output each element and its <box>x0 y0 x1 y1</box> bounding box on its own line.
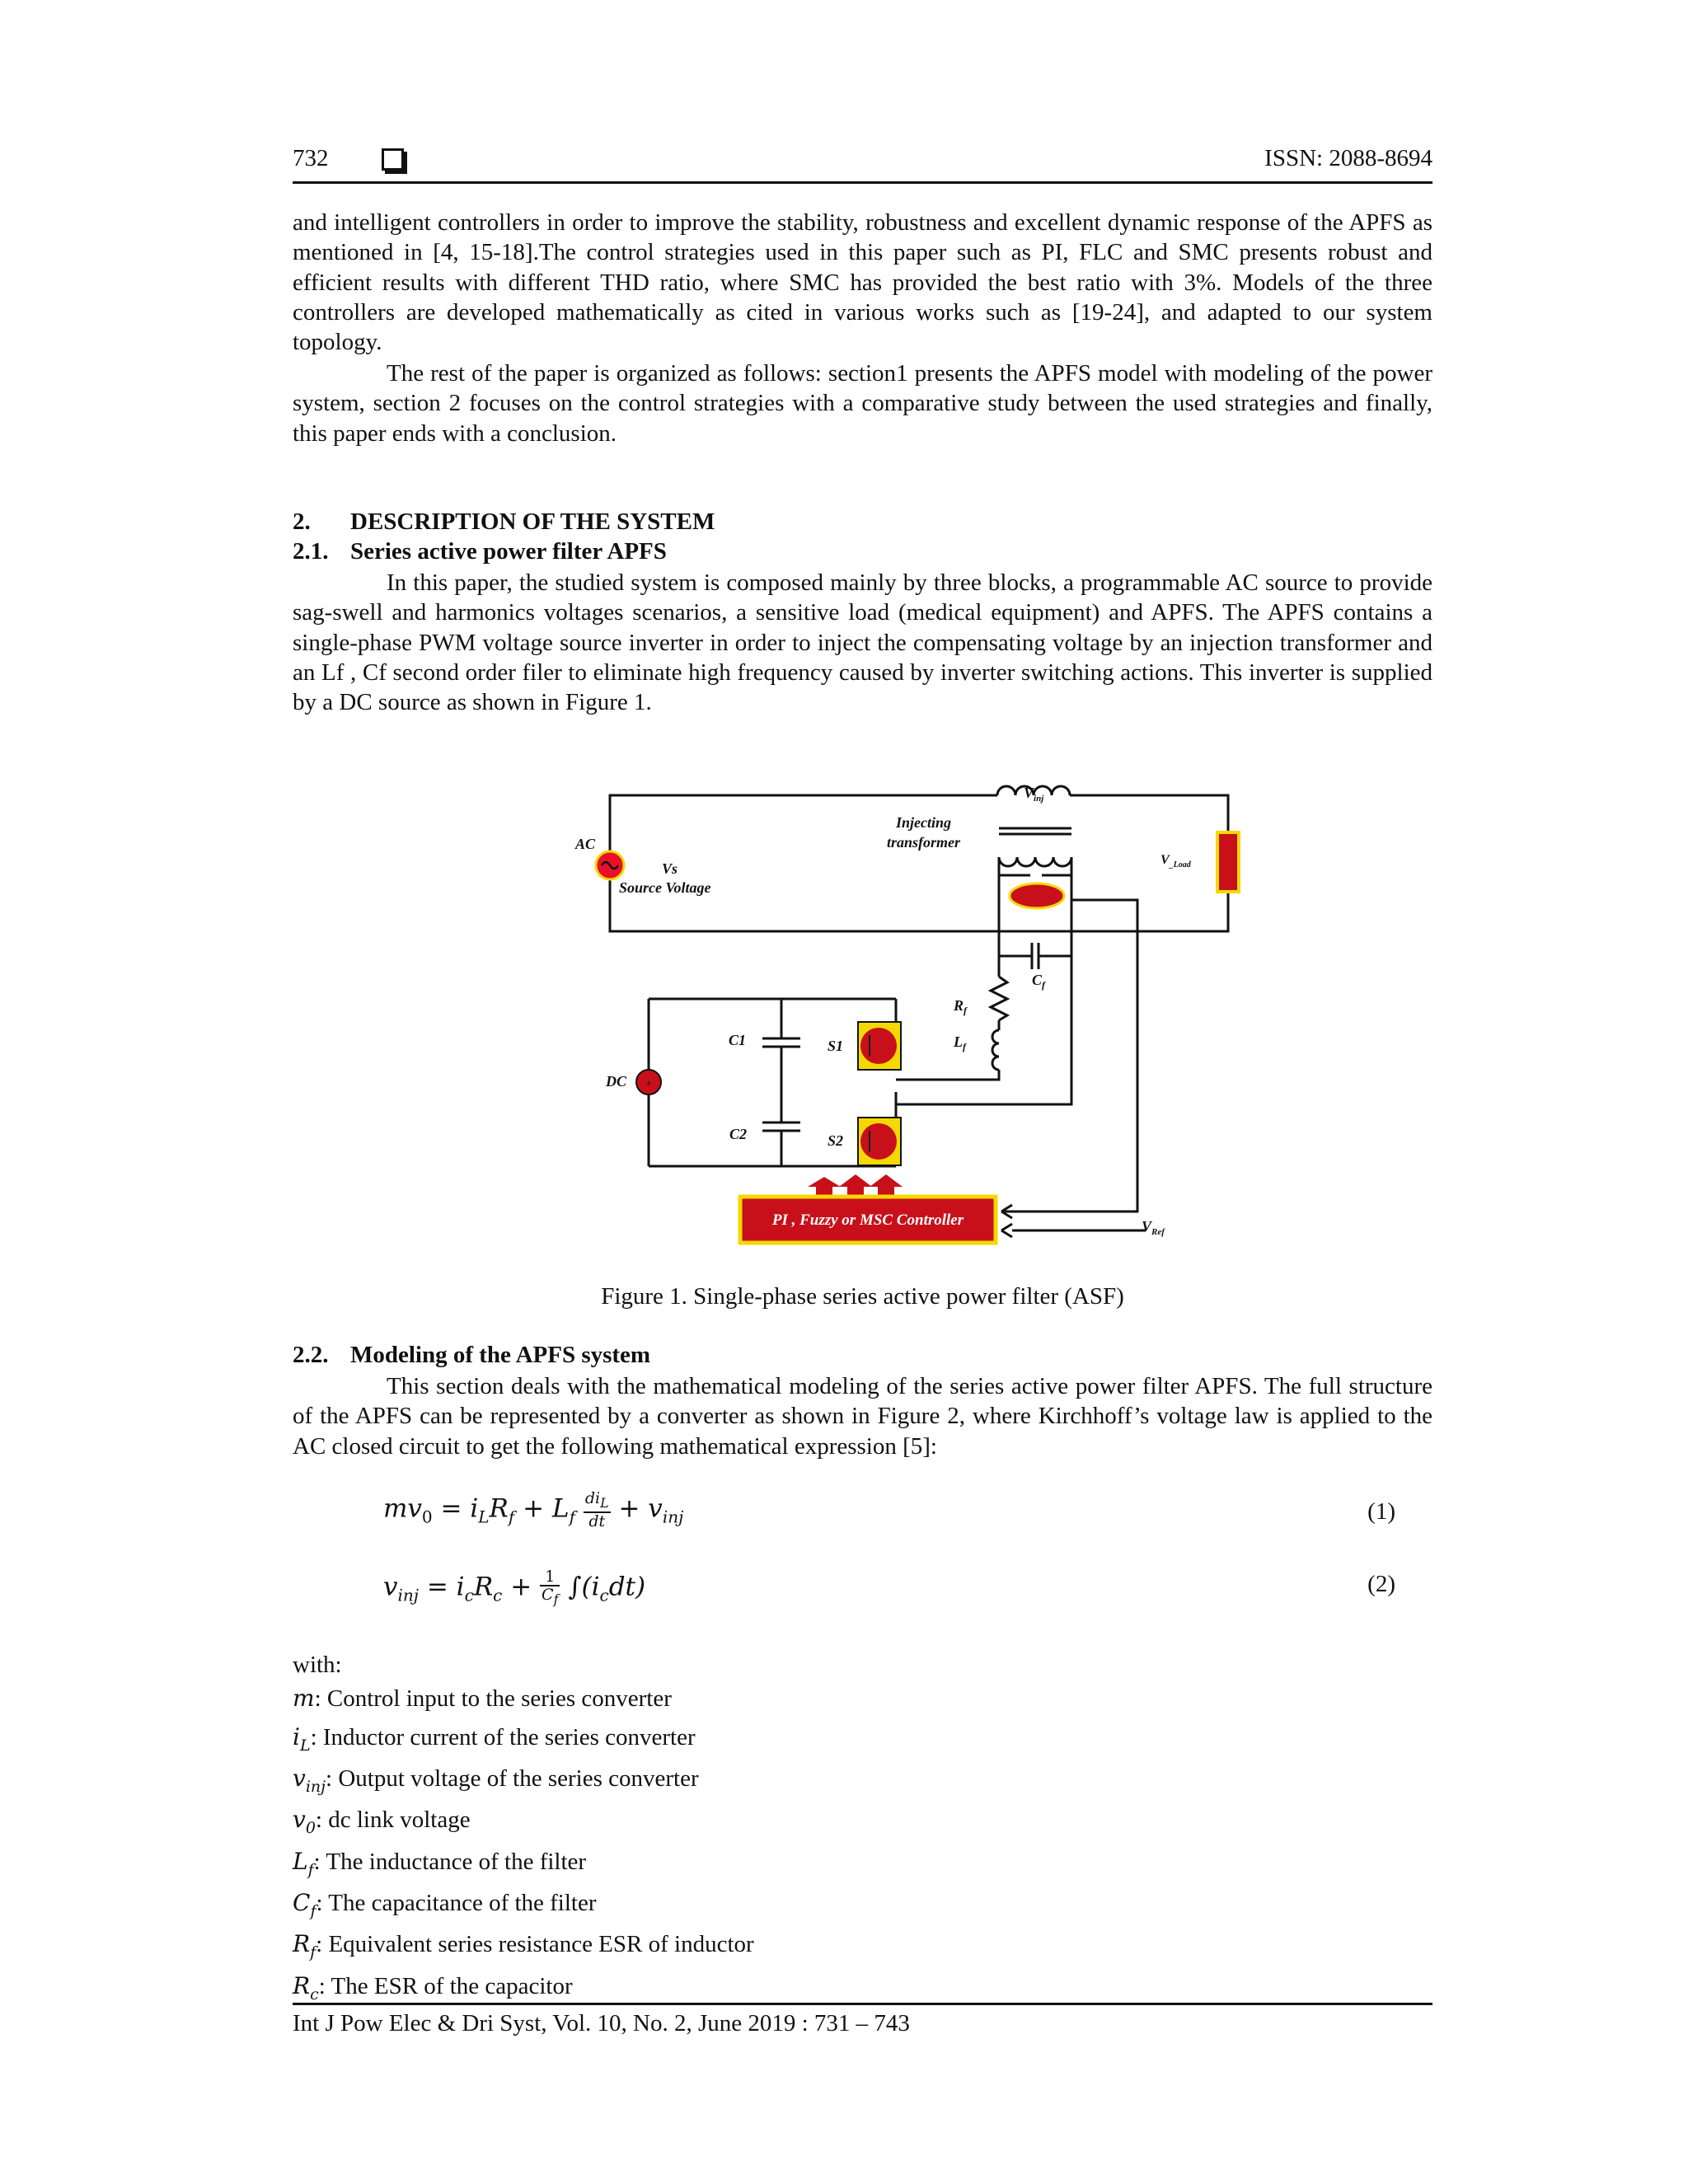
svg-text:+: + <box>645 1078 652 1090</box>
with-label: with: <box>293 1652 342 1678</box>
label-ac: AC <box>575 836 596 852</box>
section-2-1-paragraph: In this paper, the studied system is composed mainly by three blocks, a programmable AC source to provide sag-swell and harmonics voltages scenarios, a sensitive load (medical equipment) and APFS. The APFS contains a single-phase PWM voltage source inverter in order to inject the compensating voltage by an injection transformer and an Lf , Cf second order filer to eliminate high frequency caused by inverter switching actions. This inverter is supplied by a DC source as shown in Figure 1. <box>293 569 1432 716</box>
equation-2: $v_{inj} = i_cR_c$ + $\frac{1}{C_f}$ $\int(i_cdt)$ <box>383 1568 646 1607</box>
subsection-heading-2-2 <box>293 1342 650 1369</box>
section-number: 2. <box>293 509 311 535</box>
label-c2: C2 <box>729 1126 748 1142</box>
label-vinj: $V_{inj}$ <box>1024 785 1044 804</box>
equation-number-2: (2) <box>1367 1571 1395 1597</box>
figure-caption: Figure 1. Single-phase series active power filter (ASF) <box>601 1283 1124 1310</box>
intro-paragraph-1: and intelligent controllers in order to improve the stability, robustness and excellent dynamic response of the APFS as mentioned in [4, 15-18].The control strategies used in this paper such as PI, FLC and SMC presents robust and efficient results with different THD ratio, where SMC has provided the best ratio with 3%. Models of the three controllers are developed mathematically as cited in various works such as [19-24], and adapted to our system topology. <box>293 209 1432 356</box>
equation-number-1: (1) <box>1367 1498 1395 1525</box>
label-vload: $V_{\_Load}$ <box>1160 853 1191 869</box>
label-c1: C1 <box>729 1032 747 1048</box>
definition-item: $R_c$: The ESR of the capacitor <box>293 1971 573 2004</box>
definition-item: $v_0$: dc link voltage <box>293 1806 471 1838</box>
intro-paragraph-2: The rest of the paper is organized as follows: section1 presents the APFS model with modeling of the power system, section 2 focuses on the control strategies with a comparative study between the used strategies and finally, this paper ends with a conclusion. <box>293 360 1432 447</box>
subsection-number: 2.1. <box>293 538 329 565</box>
label-transformer: transformer <box>887 834 961 851</box>
page-number: 732 <box>293 145 329 171</box>
section-title: DESCRIPTION OF THE SYSTEM <box>350 509 715 535</box>
section-heading-2 <box>293 509 715 536</box>
definition-item: $R_f$: Equivalent series resistance ESR of inductor <box>293 1930 754 1962</box>
section-2-2-paragraph: This section deals with the mathematical modeling of the series active power filter APFS. The full structure of the APFS can be represented by a converter as shown in Figure 2, where Kirchhoff’s voltage law is applied to the AC closed circuit to get the following mathematical expression [5]: <box>293 1373 1432 1460</box>
issn: ISSN: 2088-8694 <box>1264 145 1432 171</box>
label-lf: $L_f$ <box>954 1033 966 1052</box>
load-box <box>1217 832 1239 892</box>
controller-label: PI , Fuzzy or MSC Controller <box>771 1212 964 1229</box>
label-cf: $C_f$ <box>1032 972 1046 991</box>
switch-s2 <box>858 1118 901 1165</box>
label-vs: Vs <box>662 860 678 877</box>
definition-item: $v_{inj}$: Output voltage of the series converter <box>293 1765 699 1796</box>
label-s1: S1 <box>828 1038 844 1054</box>
subsection-number: 2.2. <box>293 1342 329 1368</box>
subsection-heading-2-1 <box>293 538 667 565</box>
label-source-voltage: Source Voltage <box>619 879 711 896</box>
subsection-title: Series active power filter APFS <box>350 538 667 565</box>
label-injecting: Injecting <box>896 814 952 831</box>
label-s2: S2 <box>828 1132 844 1149</box>
label-vref: $V_{Ref}$ <box>1142 1218 1165 1237</box>
square-bullet-icon <box>382 148 404 171</box>
definitions-list <box>293 1648 754 2011</box>
subsection-title: Modeling of the APFS system <box>350 1342 651 1368</box>
switch-s1 <box>858 1022 901 1070</box>
definition-item: $i_L$: Inductor current of the series converter <box>293 1722 696 1755</box>
definition-item: m: Control input to the series converter <box>293 1684 672 1712</box>
label-dc: DC <box>606 1073 627 1090</box>
page-header <box>293 145 1432 184</box>
circuit-diagram <box>560 779 1261 1253</box>
label-rf: $R_f$ <box>954 997 968 1016</box>
page-footer: Int J Pow Elec & Dri Syst, Vol. 10, No. 2, June 2019 : 731 – 743 <box>293 2003 1432 2037</box>
equation-1: $mv_0 = i_LR_f + L_f$ $\frac{di_L}{dt}$ + $v_{inj}$ <box>383 1489 684 1530</box>
definition-item: $C_f$: The capacitance of the filter <box>293 1888 597 1920</box>
definition-item: $L_f$: The inductance of the filter <box>293 1847 587 1879</box>
